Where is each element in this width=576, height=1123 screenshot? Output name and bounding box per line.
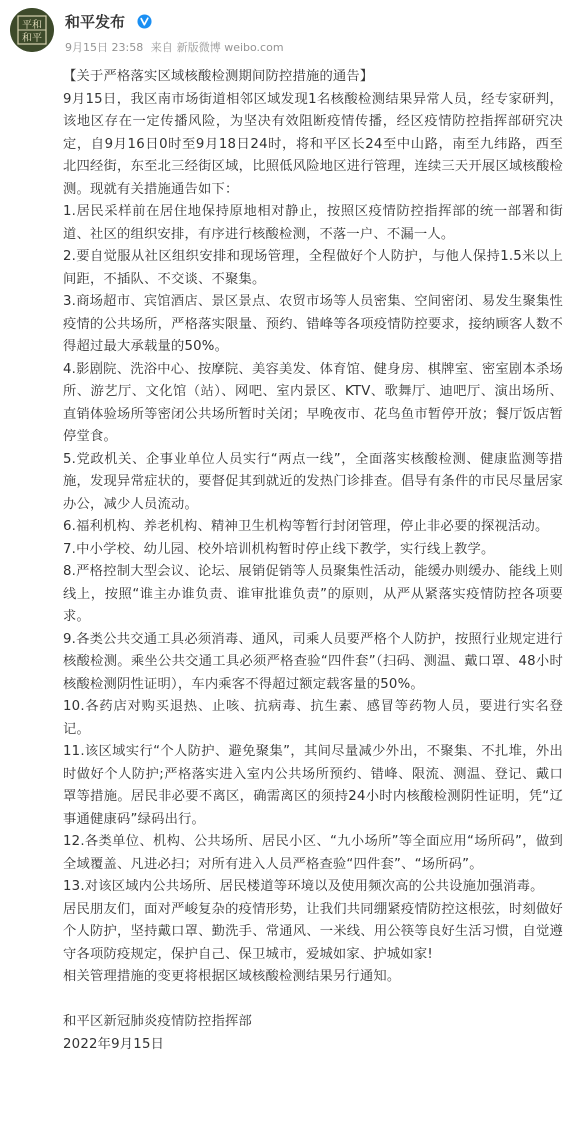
measure-item: 4.影剧院、洗浴中心、按摩院、美容美发、体育馆、健身房、棋牌室、密室剧本杀场所、游艺厅、文化馆（站）、网吧、室内景区、KTV、歌舞厅、迪吧厅、演出场所、直销体验场所等密闭公共场所暂时关闭；早晚夜市、花鸟鱼市暂停开放；餐厅饭店暂停堂食。: [63, 361, 563, 444]
measure-item: 12.各类单位、机构、公共场所、居民小区、“九小场所”等全面应用“场所码”，做到全域覆盖、凡进必扫；对所有进入人员严格查验“四件套”、“场所码”。: [63, 834, 563, 872]
post-meta: [65, 40, 288, 56]
avatar[interactable]: [10, 8, 54, 52]
measure-item: 11.该区域实行“个人防护、避免聚集”，其间尽量减少外出，不聚集、不扎堆，外出时做好个人防护;严格落实进入室内公共场所预约、错峰、限流、测温、登记、戴口罩等措施。居民非必要不离区，确需离区的须持24小时内核酸检测阴性证明，凭“辽事通健康码”绿码出行。: [63, 744, 563, 827]
paragraph-gap: [63, 989, 563, 1012]
source-prefix: 来自: [150, 41, 173, 54]
verified-badge-icon: [137, 14, 152, 29]
post-intro: 9月15日，我区南市场街道相邻区域发现1名核酸检测结果异常人员，经专家研判，该地区存在一定传播风险，为坚决有效阻断疫情传播，经区疫情防控指挥部研究决定，自9月16日0时至9月18日24时，将和平区长24至中山路，南至九纬路，西至北四经街，东至北三经街区域，比照低风险地区进行管理，连续三天开展区域核酸检测。现就有关措施通告如下：: [63, 91, 563, 197]
avatar-text-top: 平和: [22, 20, 42, 31]
measure-item: 8.严格控制大型会议、论坛、展销促销等人员聚集性活动，能缓办则缓办、能线上则线上，按照“谁主办谁负责、谁审批谁负责”的原则，从严从紧落实疫情防控各项要求。: [63, 564, 563, 624]
measure-item: 1.居民采样前在居住地保持原地相对静止，按照区疫情防控指挥部的统一部署和街道、社区的组织安排，有序进行核酸检测，不落一户、不漏一人。: [63, 204, 563, 242]
avatar-text-bottom: 和平: [22, 33, 42, 44]
signature: 和平区新冠肺炎疫情防控指挥部: [63, 1014, 252, 1029]
measure-item: 7.中小学校、幼儿园、校外培训机构暂时停止线下教学，实行线上教学。: [63, 541, 495, 557]
measure-item: 9.各类公共交通工具必须消毒、通风，司乘人员要严格个人防护，按照行业规定进行核酸检测。乘坐公共交通工具必须严格查验“四件套”（扫码、测温、戴口罩、48小时核酸检测阴性证明），车内乘客不得超过额定载客量的50%。: [63, 631, 563, 692]
heping-logo-icon: [10, 8, 54, 52]
follow-up-note: 相关管理措施的变更将根据区域核酸检测结果另行通知。: [63, 969, 401, 984]
measure-item: 5.党政机关、企事业单位人员实行“两点一线”，全面落实核酸检测、健康监测等措施，发现异常症状的，要督促其到就近的发热门诊排查。倡导有条件的市民尽量居家办公，减少人员流动。: [63, 451, 563, 512]
post-header: [10, 8, 566, 68]
post-content: [63, 66, 563, 1056]
author-name[interactable]: 和平发布: [65, 13, 126, 31]
sign-date: 2022年9月15日: [63, 1036, 165, 1052]
post-date[interactable]: 9月15日 23:58: [65, 41, 144, 54]
post-title: 【关于严格落实区域核酸检测期间防控措施的通告】: [63, 69, 374, 84]
appeal-paragraph: 居民朋友们，面对严峻复杂的疫情形势，让我们共同绷紧疫情防控这根弦，时刻做好个人防护，坚持戴口罩、勤洗手、常通风、一米线、用公筷等良好生活习惯，自觉遵守各项防疫规定，保护自己、保卫城市，爱城如家、护城如家!: [63, 901, 563, 962]
measure-item: 6.福利机构、养老机构、精神卫生机构等暂行封闭管理，停止非必要的探视活动。: [63, 519, 549, 534]
measure-item: 3.商场超市、宾馆酒店、景区景点、农贸市场等人员密集、空间密闭、易发生聚集性疫情的公共场所，严格落实限量、预约、错峰等各项疫情防控要求，接纳顾客人数不得超过最大承载量的50%。: [63, 294, 563, 354]
post-source[interactable]: 新版微博 weibo.com: [176, 41, 284, 54]
measure-item: 13.对该区域内公共场所、居民楼道等环境以及使用频次高的公共设施加强消毒。: [63, 879, 544, 894]
measure-item: 2.要自觉服从社区组织安排和现场管理，全程做好个人防护，与他人保持1.5米以上间距，不插队、不交谈、不聚集。: [63, 249, 563, 287]
measure-item: 10.各药店对购买退热、止咳、抗病毒、抗生素、感冒等药物人员，要进行实名登记。: [63, 699, 563, 737]
